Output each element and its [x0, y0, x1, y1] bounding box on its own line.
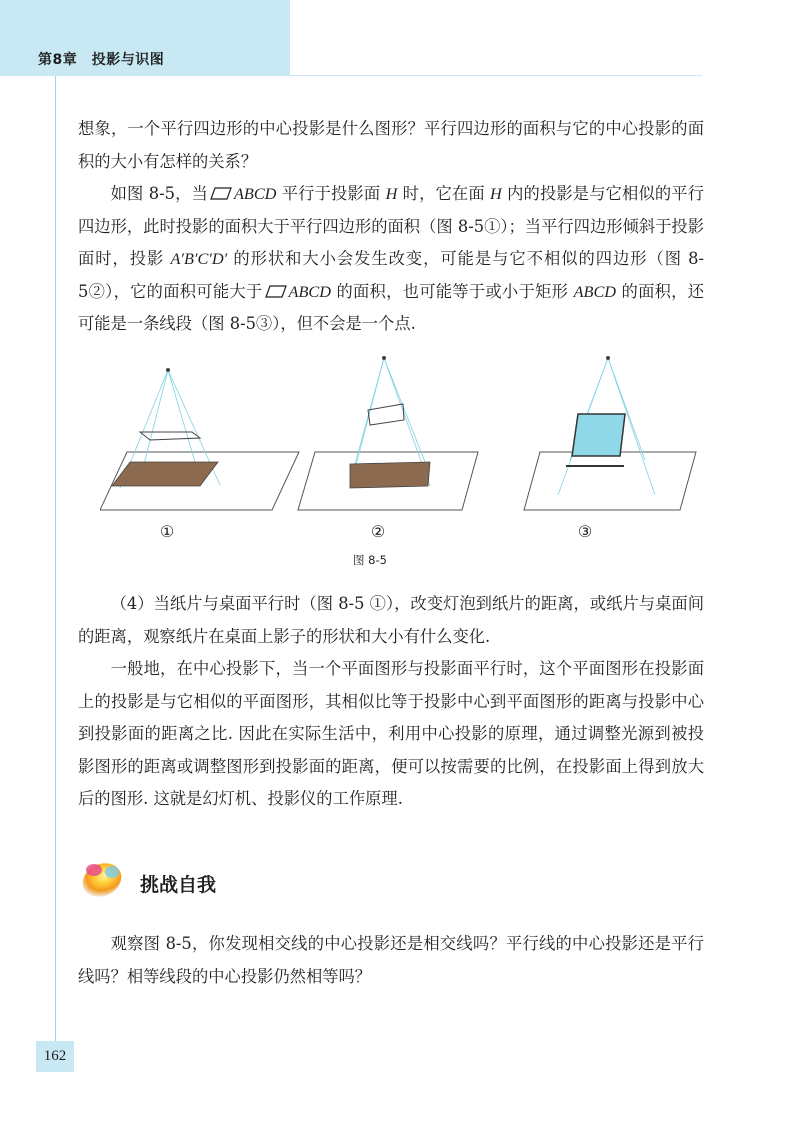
parallelogram-symbol-icon — [210, 187, 232, 200]
paragraph-2: 如图 8-5，当 ABCD 平行于投影面 H 时，它在面 H 内的投影是与它相似的平行四边形，此时投影的面积大于平行四边形的面积（图 8-5①）；当平行四边形倾斜于投影面时，投影 A′B′C′D′ 的形状和大小会发生改变，可能是与它不相似的四边形（图 8-5②），它的面积可能大于 ABCD 的面积，也可能等于或小于矩形 ABCD 的面积，还可能是一条线段（图 8-5③），但不会是一个点. — [78, 184, 704, 333]
figure-3-diagram — [524, 356, 696, 510]
figure-8-5 — [100, 340, 700, 540]
paragraph-3: （4）当纸片与桌面平行时（图 8-5 ①），改变灯泡到纸片的距离，或纸片与桌面间的距离，观察纸片在桌面上影子的形状和大小有什么变化. — [78, 594, 704, 646]
figure-caption: 图 8-5 — [353, 553, 387, 567]
figure-label-2: ② — [370, 522, 386, 541]
header-rule — [290, 75, 702, 76]
figure-2-diagram — [298, 356, 478, 510]
paragraph-5: 观察图 8-5，你发现相交线的中心投影还是相交线吗？平行线的中心投影还是平行线吗？相等线段的中心投影仍然相等吗？ — [78, 934, 704, 986]
paragraph-4: 一般地，在中心投影下，当一个平面图形与投影面平行时，这个平面图形在投影面上的投影是与它相似的平面图形，其相似比等于投影中心到平面图形的距离与投影中心到投影面的距离之比. 因此在实际生活中，利用中心投影的原理，通过调整光源到被投影图形的距离或调整图形到投影面的距离，便可以按需要的比例，在投影面上得到放大后的图形. 这就是幻灯机、投影仪的工作原理. — [78, 659, 704, 808]
page-number: 162 — [36, 1041, 74, 1072]
parallelogram-symbol-icon — [265, 285, 287, 298]
paragraph-1: 想象，一个平行四边形的中心投影是什么图形？平行四边形的面积与它的中心投影的面积的大小有怎样的关系？ — [78, 119, 704, 171]
figure-label-1: ① — [159, 522, 175, 541]
chapter-title: 第8章 投影与识图 — [38, 52, 165, 68]
challenge-icon — [76, 852, 128, 904]
challenge-title: 挑战自我 — [140, 874, 217, 896]
figure-label-3: ③ — [577, 522, 593, 541]
figure-1-diagram — [100, 368, 299, 510]
